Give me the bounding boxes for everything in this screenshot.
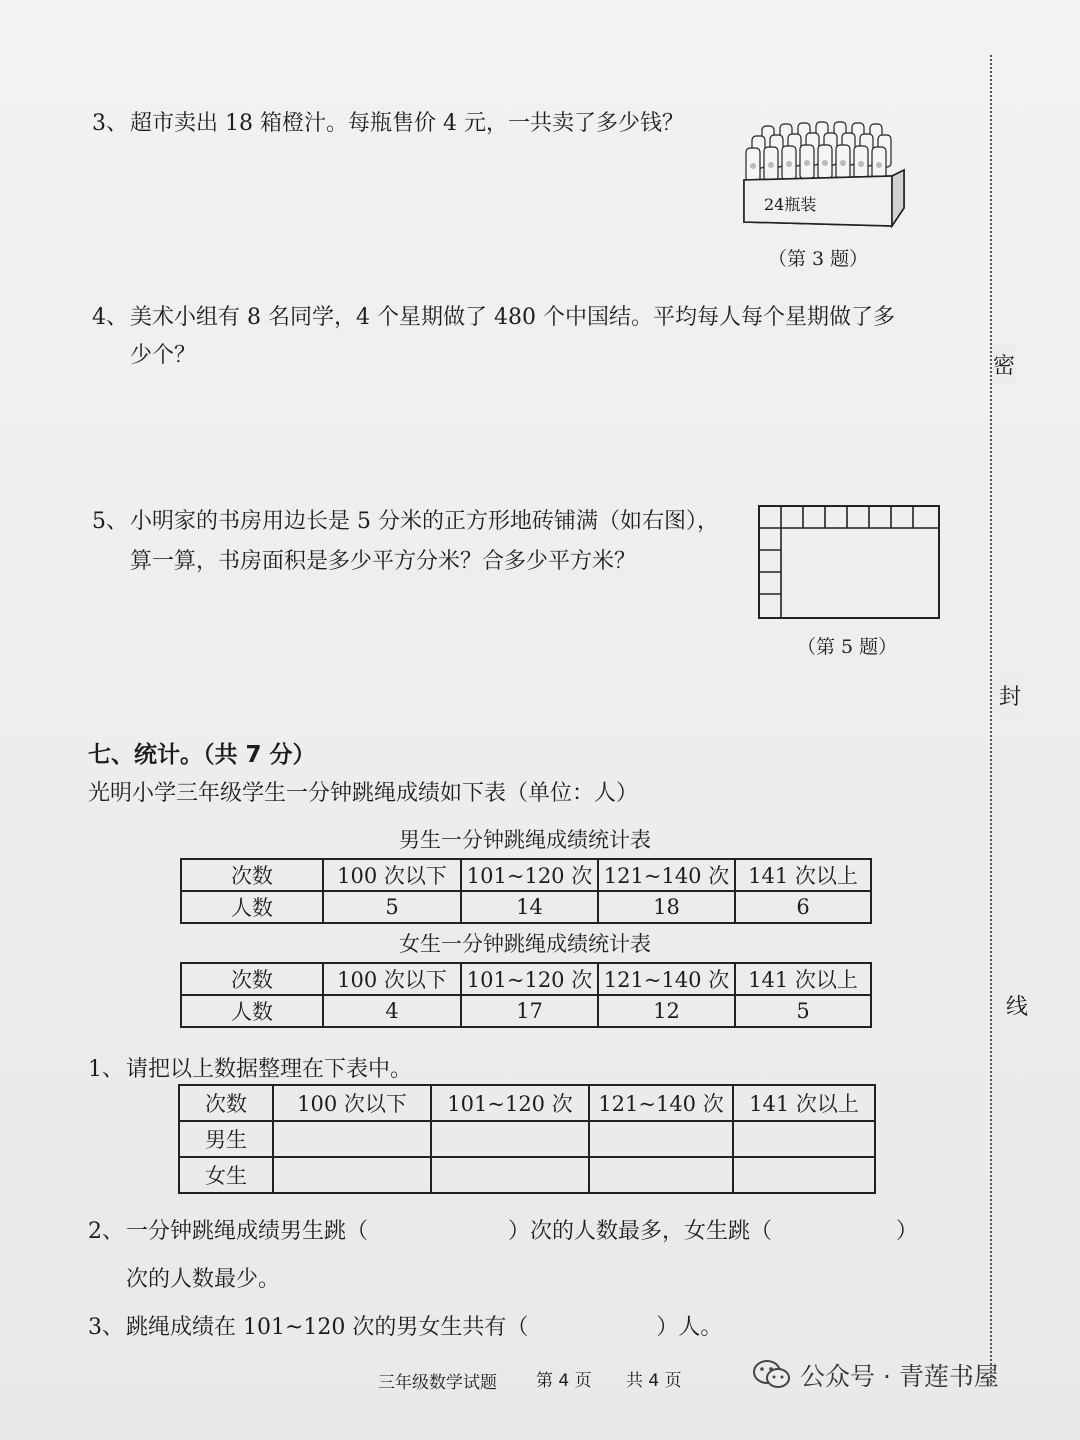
- fill-in-table: [178, 1084, 876, 1194]
- row-label: 人数: [181, 891, 323, 923]
- value-cell: 5: [323, 891, 461, 923]
- question-text: 请把以上数据整理在下表中。: [126, 1057, 413, 1082]
- value-cell: 6: [735, 891, 871, 923]
- footer-total: 共 4 页: [626, 1371, 682, 1391]
- juice-crate-illustration: [742, 118, 907, 230]
- value-cell: 17: [461, 995, 598, 1027]
- header-cell: 121~140 次: [598, 859, 735, 891]
- row-label: 人数: [181, 995, 323, 1027]
- question-text-part2: ）次的人数最多，女生跳（: [508, 1219, 773, 1244]
- question-number: 3、: [88, 1315, 124, 1340]
- question-5-line2: 算一算，书房面积是多少平方分米？合多少平方米？: [130, 549, 637, 574]
- boys-table-title: 男生一分钟跳绳成绩统计表: [399, 828, 651, 852]
- seal-line: [990, 55, 992, 1385]
- value-cell: 5: [735, 995, 871, 1027]
- boys-table: [180, 858, 872, 924]
- sub-question-2: [88, 1212, 918, 1252]
- sub-question-2-line2: 次的人数最少。: [126, 1267, 281, 1292]
- question-text-line1: 美术小组有 8 名同学，4 个星期做了 480 个中国结。平均每人每个星期做了多: [130, 305, 895, 330]
- value-cell: 14: [461, 891, 598, 923]
- header-cell: 次数: [181, 963, 323, 995]
- sub-question-3: [88, 1308, 722, 1348]
- question-text-line1: 小明家的书房用边长是 5 分米的正方形地砖铺满（如右图），: [130, 509, 719, 534]
- table-header-row: [179, 1085, 875, 1121]
- figure-caption-3: （第 3 题）: [768, 248, 869, 270]
- header-cell: 次数: [179, 1085, 273, 1121]
- answer-cell[interactable]: [431, 1121, 589, 1157]
- header-cell: 100 次以下: [323, 859, 461, 891]
- answer-cell[interactable]: [733, 1157, 875, 1193]
- value-cell: 12: [598, 995, 735, 1027]
- question-number: 4、: [92, 305, 128, 330]
- value-cell: 4: [323, 995, 461, 1027]
- question-text-part1: 一分钟跳绳成绩男生跳（: [126, 1219, 369, 1244]
- value-cell: 18: [598, 891, 735, 923]
- question-number: 5、: [92, 509, 128, 534]
- row-label: 女生: [179, 1157, 273, 1193]
- answer-cell[interactable]: [273, 1121, 431, 1157]
- footer-page: 第 4 页: [536, 1371, 592, 1391]
- question-number: 2、: [88, 1219, 124, 1244]
- table-row: [181, 891, 871, 923]
- wechat-icon: [752, 1359, 792, 1391]
- answer-cell[interactable]: [589, 1157, 733, 1193]
- section-intro: 光明小学三年级学生一分钟跳绳成绩如下表（单位：人）: [88, 781, 639, 806]
- table-row: [181, 995, 871, 1027]
- watermark-text: 公众号 · 青莲书屋: [800, 1362, 999, 1391]
- table-row: [179, 1121, 875, 1157]
- question-text: 超市卖出 18 箱橙汁。每瓶售价 4 元，一共卖了多少钱？: [130, 111, 684, 136]
- girls-table: [180, 962, 872, 1028]
- header-cell: 101~120 次: [431, 1085, 589, 1121]
- section-title: 七、统计。（共 7 分）: [88, 742, 316, 768]
- answer-cell[interactable]: [733, 1121, 875, 1157]
- table-header-row: [181, 859, 871, 891]
- header-cell: 141 次以上: [735, 963, 871, 995]
- seal-char-mi: 密: [993, 345, 1015, 384]
- question-text-part2: ）人。: [656, 1315, 723, 1340]
- header-cell: 100 次以下: [273, 1085, 431, 1121]
- header-cell: 101~120 次: [461, 859, 598, 891]
- question-3: [92, 104, 684, 144]
- header-cell: 次数: [181, 859, 323, 891]
- floor-tile-diagram: [758, 505, 940, 619]
- question-number: 3、: [92, 111, 128, 136]
- figure-caption-5: （第 5 题）: [797, 636, 898, 658]
- table-header-row: [181, 963, 871, 995]
- question-text-part3: ）: [896, 1219, 919, 1244]
- crate-label: 24瓶装: [764, 195, 817, 214]
- question-4-line2: 少个？: [130, 343, 197, 368]
- header-cell: 101~120 次: [461, 963, 598, 995]
- girls-table-title: 女生一分钟跳绳成绩统计表: [399, 932, 651, 956]
- seal-char-feng: 封: [999, 676, 1021, 715]
- answer-cell[interactable]: [589, 1121, 733, 1157]
- header-cell: 141 次以上: [735, 859, 871, 891]
- question-4: [92, 298, 895, 338]
- question-text-part1: 跳绳成绩在 101~120 次的男女生共有（: [126, 1315, 529, 1340]
- row-label: 男生: [179, 1121, 273, 1157]
- answer-cell[interactable]: [273, 1157, 431, 1193]
- header-cell: 100 次以下: [323, 963, 461, 995]
- watermark: [752, 1352, 999, 1398]
- footer-title: 三年级数学试题: [378, 1373, 497, 1393]
- answer-cell[interactable]: [431, 1157, 589, 1193]
- question-5: [92, 502, 719, 542]
- table-row: [179, 1157, 875, 1193]
- header-cell: 121~140 次: [598, 963, 735, 995]
- question-number: 1、: [88, 1057, 124, 1082]
- seal-char-xian: 线: [1006, 986, 1028, 1025]
- header-cell: 121~140 次: [589, 1085, 733, 1121]
- header-cell: 141 次以上: [733, 1085, 875, 1121]
